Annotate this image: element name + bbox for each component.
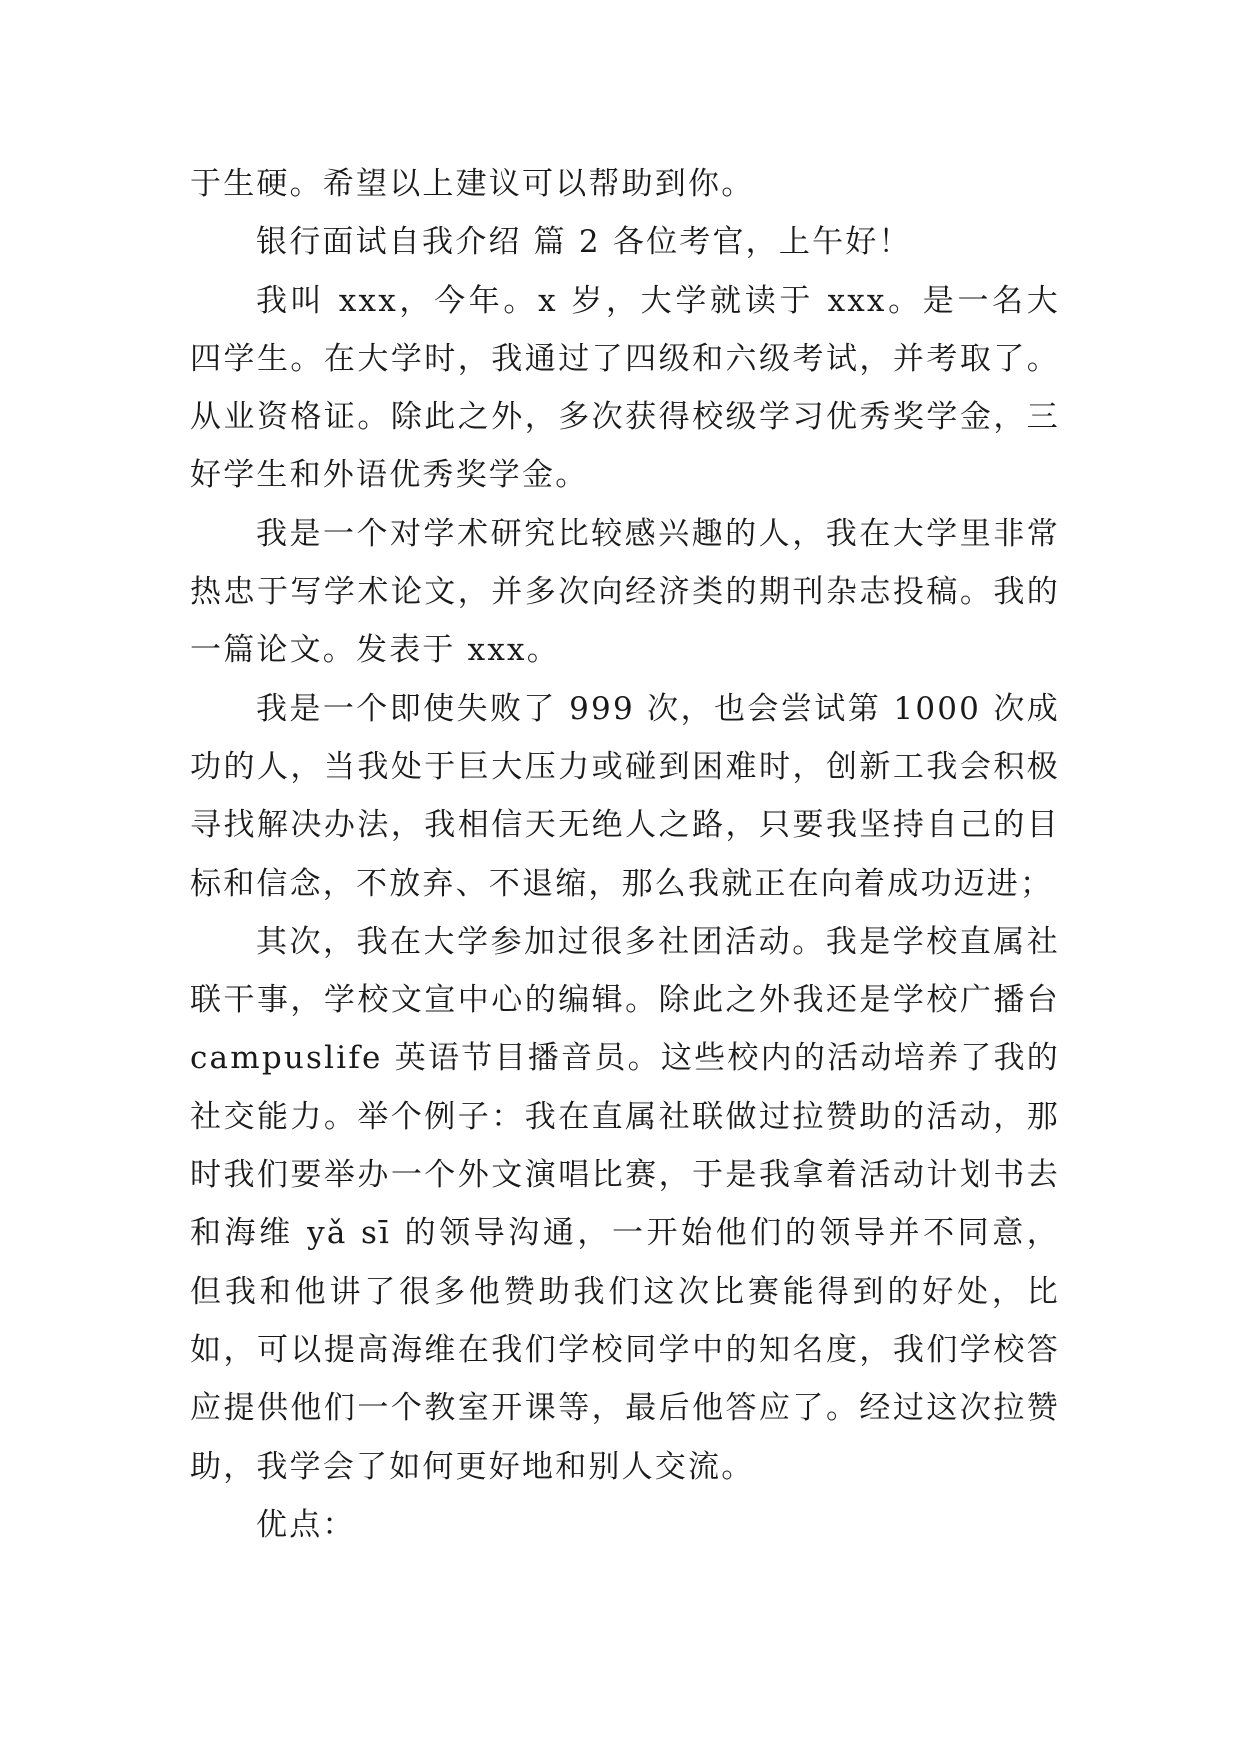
- paragraph-5: 我是一个即使失败了 999 次，也会尝试第 1000 次成功的人，当我处于巨大压力或碰到困难时，创新工我会积极寻找解决办法，我相信天无绝人之路，只要我坚持自己的目标和信念，不放弃、不退缩，那么我就正在向着成功迈进；: [190, 690, 1060, 902]
- paragraph-7: 优点：: [256, 1506, 356, 1543]
- paragraph-1: 于生硬。希望以上建议可以帮助到你。: [190, 166, 755, 202]
- paragraph-3: 我叫 xxx，今年。x 岁，大学就读于 xxx。是一名大四学生。在大学时，我通过了四级和六级考试，并考取了。从业资格证。除此之外，多次获得校级学习优秀奖学金，三好学生和外语优秀奖学金。: [190, 282, 1060, 494]
- paragraph-6: 其次，我在大学参加过很多社团活动。我是学校直属社联干事，学校文宣中心的编辑。除此之外我还是学校广播台 campuslife 英语节目播音员。这些校内的活动培养了我的社交能力。举个例子：我在直属社联做过拉赞助的活动，那时我们要举办一个外文演唱比赛，于是我拿着活动计划书去和海维 yǎ sī 的领导沟通，一开始他们的领导并不同意，但我和他讲了很多他赞助我们这次比赛能得到的好处，比如，可以提高海维在我们学校同学中的知名度，我们学校答应提供他们一个教室开课等，最后他答应了。经过这次拉赞助，我学会了如何更好地和别人交流。: [190, 923, 1060, 1485]
- document-body: [190, 155, 1060, 1554]
- paragraph-2: 银行面试自我介绍 篇 2 各位考官，上午好！: [256, 224, 912, 261]
- paragraph-4: 我是一个对学术研究比较感兴趣的人，我在大学里非常热忠于写学术论文，并多次向经济类的期刊杂志投稿。我的一篇论文。发表于 xxx。: [190, 515, 1060, 669]
